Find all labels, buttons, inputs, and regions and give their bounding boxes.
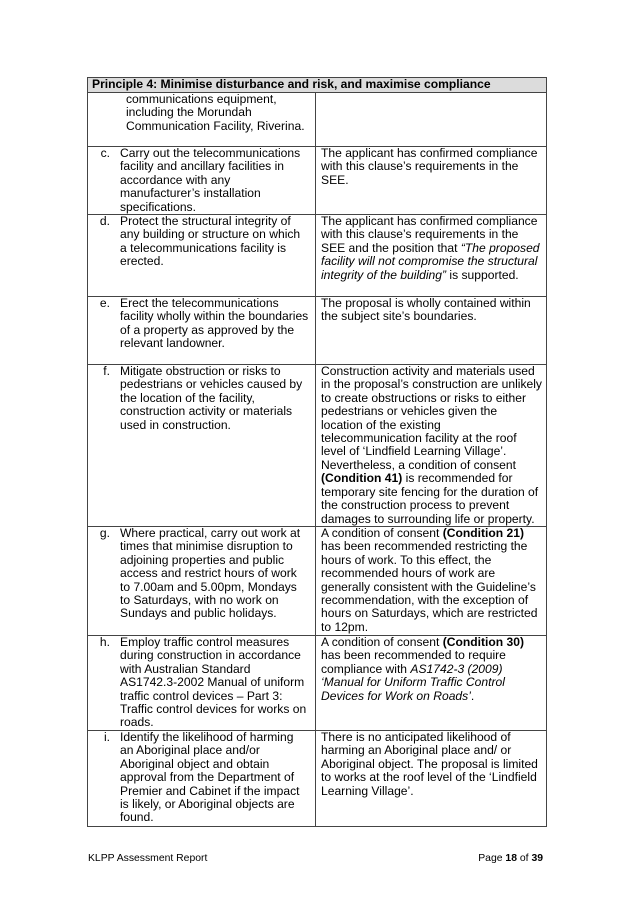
response-text: A condition of consent (321, 634, 443, 649)
response-cell (316, 526, 547, 635)
page-of-word: of (519, 853, 529, 864)
criterion-text: Employ traffic control measures during construction in accordance with Australian Standard AS1742.3-2002 Manual of uniform traffic control devices – Part 3: Traffic control devices for works on roads. (120, 634, 307, 730)
criterion-label: g. (99, 525, 110, 540)
criterion-cell (88, 365, 316, 527)
response-text: The applicant has confirmed compliance with this clause’s requirements in the SEE. (321, 146, 538, 187)
criterion-text: Protect the structural integrity of any building or structure on which a telecommunications facility is erected. (120, 214, 301, 269)
footer-page-number (478, 852, 543, 865)
criterion-text: Mitigate obstruction or risks to pedestrians or vehicles caused by the location of the facility, construction activity or materials used in construction. (120, 364, 303, 432)
criterion-text: Where practical, carry out work at times that minimise disruption to adjoining properties and public access and restrict hours of work to 7.00am and 5.00pm, Mondays to Saturdays, with no work on Sundays and public holidays. (120, 525, 301, 621)
response-text: The proposal is wholly contained within the subject site’s boundaries. (321, 296, 531, 324)
criterion-cell (88, 526, 316, 635)
response-cell (316, 147, 547, 215)
condition-reference: (Condition 30) (442, 634, 524, 649)
table-row (88, 93, 547, 147)
total-pages: 39 (531, 853, 543, 864)
criterion-continuation: communications equipment, including the Morundah Communication Facility, Riverina. (88, 93, 316, 147)
table-row (88, 365, 547, 527)
criterion-label: e. (99, 296, 110, 311)
condition-reference: (Condition 41) (321, 471, 403, 486)
criterion-text: Erect the telecommunications facility wholly within the boundaries of a property as approved by the relevant landowner. (120, 296, 309, 351)
table-row (88, 297, 547, 365)
response-text-end: has been recommended restricting the hours of work. To this effect, the recommended hours of work are generally consistent with the Guideline’s recommendation, with the exception of hours on Saturdays, which are restricted to 12pm. (321, 539, 538, 634)
response-text: Construction activity and materials used in the proposal’s construction are unlikely to create obstructions or risks to either pedestrians or vehicles given the location of the existing telecommunication facility at the roof level of ‘Lindfield Learning Village’. Nevertheless, a condition of consent (321, 364, 542, 472)
response-text-end: is recommended for temporary site fencing for the duration of the construction process to prevent damages to surrounding life or property. (321, 471, 539, 526)
criterion-text: Carry out the telecommunications facility and ancillary facilities in accordance with any manufacturer’s installation specifications. (120, 146, 301, 214)
criterion-cell (88, 730, 316, 826)
response-quote: “The proposed facility will not compromise the structural integrity of the building” (321, 240, 540, 282)
current-page: 18 (505, 853, 517, 864)
table-row (88, 526, 547, 635)
response-text-mid: has been recommended to require compliance with (321, 648, 506, 676)
footer-report-title: KLPP Assessment Report (88, 853, 208, 864)
response-cell-empty (316, 93, 547, 147)
response-cell (316, 730, 547, 826)
criterion-label: c. (100, 146, 110, 160)
criterion-cell (88, 297, 316, 365)
principle-header-row (88, 78, 547, 93)
table-row (88, 635, 547, 730)
response-cell (316, 635, 547, 730)
criterion-label: d. (99, 214, 110, 229)
criterion-label: f. (103, 364, 110, 379)
page-word: Page (478, 853, 503, 864)
assessment-table (87, 77, 547, 827)
standard-reference: AS1742-3 (2009) ‘Manual for Uniform Traffic Control Devices for Work on Roads’ (321, 661, 505, 703)
table-row (88, 147, 547, 215)
response-text-end: is supported. (446, 267, 519, 282)
criterion-cell (88, 147, 316, 215)
page-footer (88, 852, 543, 865)
response-cell (316, 297, 547, 365)
criterion-cell (88, 215, 316, 297)
criterion-label: h. (99, 634, 110, 649)
table-row (88, 215, 547, 297)
response-text: A condition of consent (321, 525, 443, 540)
response-cell (316, 365, 547, 527)
condition-reference: (Condition 21) (442, 525, 524, 540)
response-text: The applicant has confirmed compliance with this clause’s requirements in the SEE and the position that (321, 214, 538, 255)
criterion-cell (88, 635, 316, 730)
principle-heading: Principle 4: Minimise disturbance and risk, and maximise compliance (88, 78, 547, 93)
table-row (88, 730, 547, 826)
response-text: There is no anticipated likelihood of harming an Aboriginal place and/ or Aboriginal object. The proposal is limited to works at the roof level of the ‘Lindfield Learning Village’. (321, 729, 538, 798)
response-text-end: . (470, 688, 475, 703)
criterion-text: Identify the likelihood of harming an Aboriginal place and/or Aboriginal object and obtain approval from the Department of Premier and Cabinet if the impact is likely, or Aboriginal objects are found. (120, 729, 300, 825)
response-cell (316, 215, 547, 297)
criterion-label: i. (103, 729, 110, 744)
